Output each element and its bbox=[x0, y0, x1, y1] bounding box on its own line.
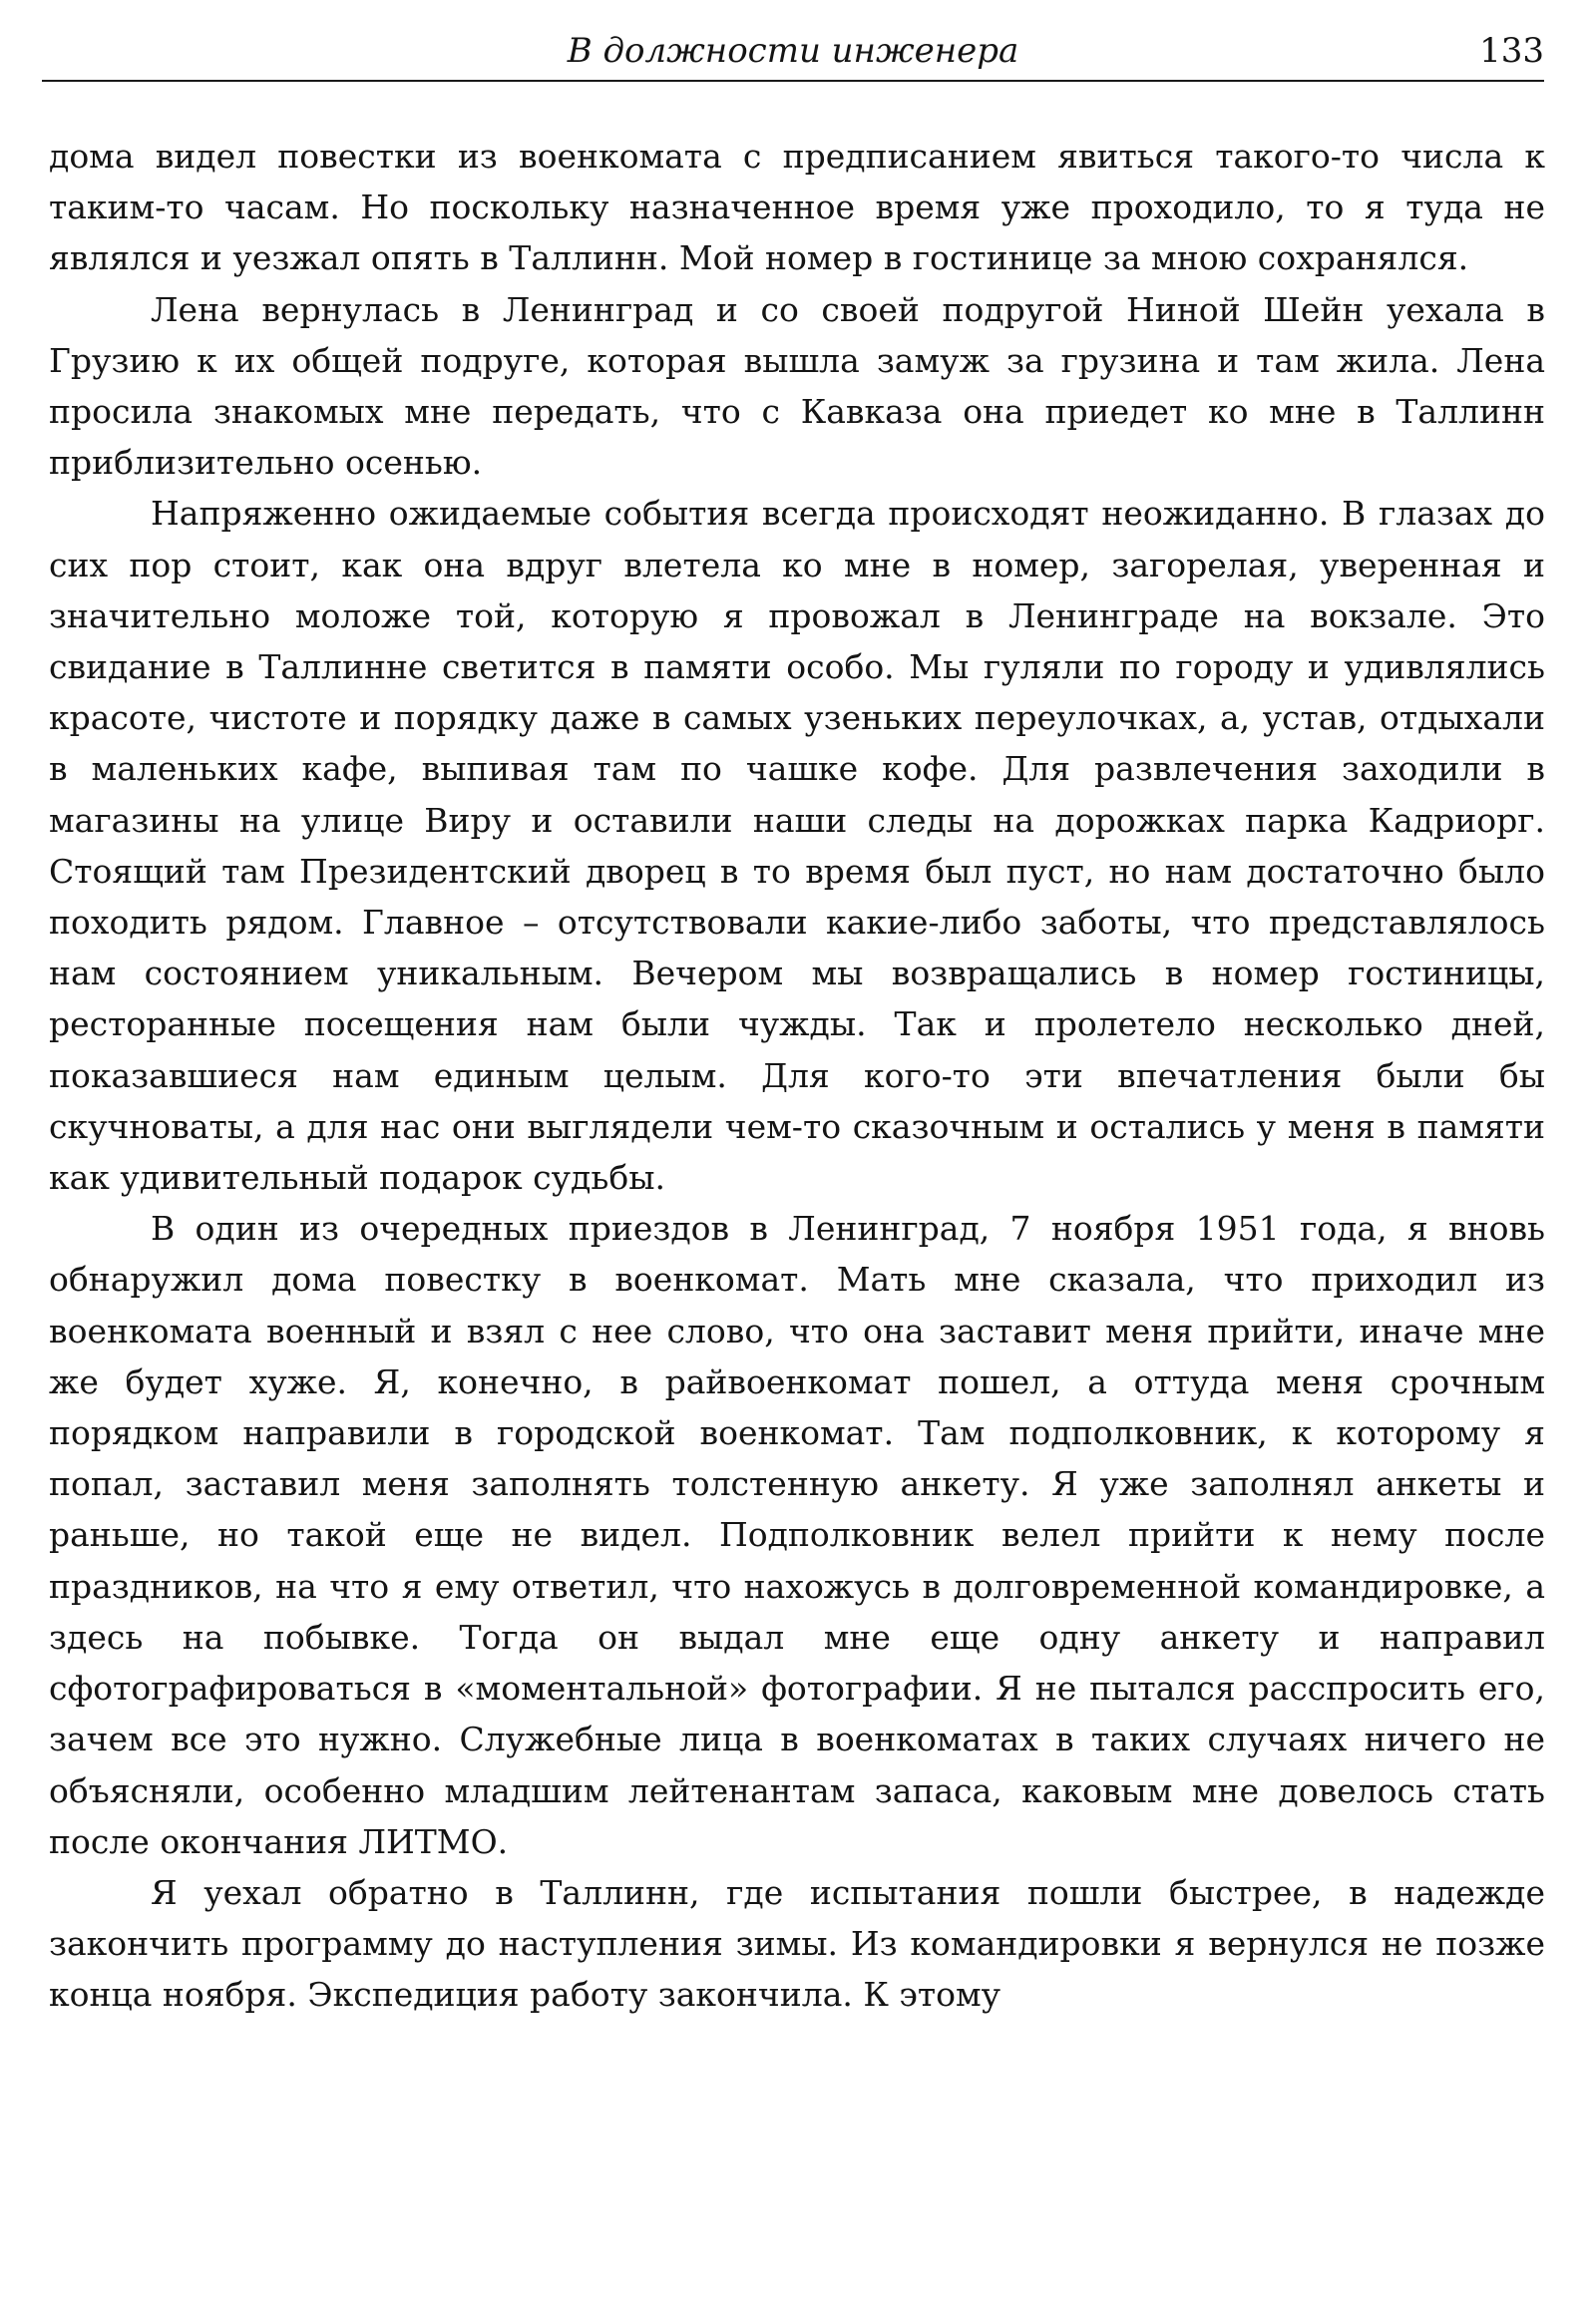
paragraph-tallinn-meeting: Напряженно ожидаемые события всегда происходят неожиданно. В глазах до сих пор стоит, как она вдруг влетела ко мне в номер, загорелая, уверенная и значительно моложе той, которую я провожал в Ленинграде на вокзале. Это свидание в Таллинне светится в памяти особо. Мы гуляли по городу и удивлялись красоте, чистоте и порядку даже в самых узеньких переулочках, а, устав, отдыхали в маленьких кафе, выпивая там по чашке кофе. Для развлечения заходили в магазины на улице Виру и оставили наши следы на дорожках парка Кадриорг. Стоящий там Президентский дворец в то время был пуст, но нам достаточно было походить рядом. Главное – отсутствовали какие-либо заботы, что представлялось нам состоянием уникальным. Вечером мы возвращались в номер гостиницы, ресторанные посещения нам были чужды. Так и пролетело несколько дней, показавшиеся нам единым целым. Для кого-то эти впечатления были бы скучноваты, а для нас они выглядели чем-то сказочным и остались у меня в памяти как удивительный подарок судьбы. bbox=[49, 494, 1545, 1198]
paragraph-return-tallinn: Я уехал обратно в Таллинн, где испытания пошли быстрее, в надежде закончить программу до наступления зимы. Из командировки я вернулся не позже конца ноября. Экспедиция работу закончила. К этому bbox=[49, 1872, 1545, 2015]
page-number: 133 bbox=[1479, 31, 1544, 71]
body-text bbox=[49, 131, 1545, 2021]
paragraph-military-office: В один из очередных приездов в Ленинград, 7 ноября 1951 года, я вновь обнаружил дома повестку в военкомат. Мать мне сказала, что приходил из военкомата военный и взял с нее слово, что она заставит меня прийти, иначе мне же будет хуже. Я, конечно, в райвоенкомат пошел, а оттуда меня срочным порядком направили в городской военкомат. Там подполковник, к которому я попал, заставил меня заполнять толстенную анкету. Я уже заполнял анкеты и раньше, но такой еще не видел. Подполковник велел прийти к нему после праздников, на что я ему ответил, что нахожусь в долговременной командировке, а здесь на побывке. Тогда он выдал мне еще одну анкету и направил сфотографироваться в «моментальной» фотографии. Я не пытался расспросить его, зачем все это нужно. Служебные лица в военкоматах в таких случаях ничего не объясняли, особенно младшим лейтенантам запаса, каковым мне довелось стать после окончания ЛИТМО. bbox=[49, 1209, 1545, 1861]
paragraph-continued: дома видел повестки из военкомата с предписанием явиться такого-то числа к таким-то часам. Но поскольку назначенное время уже проходило, то я туда не являлся и уезжал опять в Таллинн. Мой номер в гостинице за мною сохранялся. bbox=[49, 137, 1545, 278]
paragraph-lena-georgia: Лена вернулась в Ленинград и со своей подругой Ниной Шейн уехала в Грузию к их общей подруге, которая вышла замуж за грузина и там жила. Лена просила знакомых мне передать, что с Кавказа она приедет ко мне в Таллинн приблизительно осенью. bbox=[49, 289, 1545, 483]
header-divider bbox=[42, 80, 1544, 82]
running-title: В должности инженера bbox=[567, 31, 1019, 71]
running-header bbox=[42, 26, 1544, 76]
